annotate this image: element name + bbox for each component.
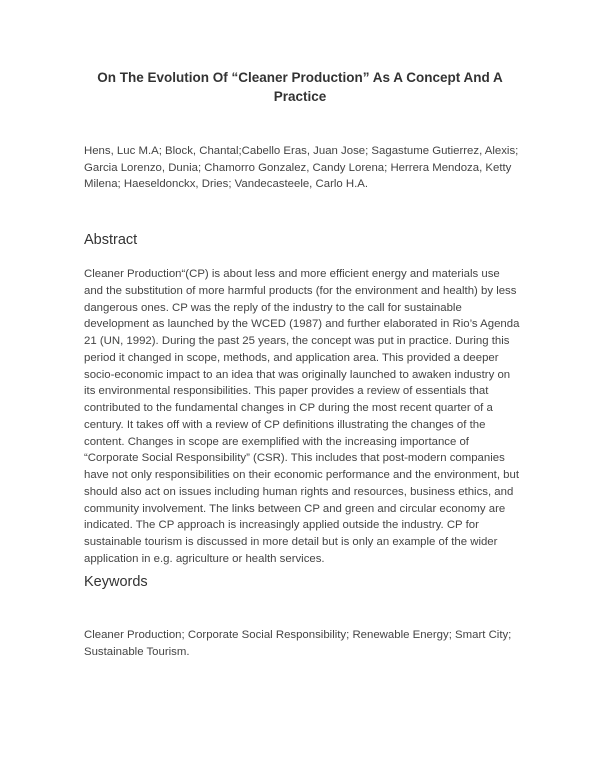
author-list: Hens, Luc M.A; Block, Chantal;Cabello Eras, Juan Jose; Sagastume Gutierrez, Alexis; Garcia Lorenzo, Dunia; Chamorro Gonzalez, Candy Lorena; Herrera Mendoza, Ketty Milena; Haeseldonckx, Dries; Vandecasteele, Carlo H.A.: [84, 145, 519, 191]
keywords-heading: Keywords: [84, 574, 148, 590]
abstract-heading: Abstract: [84, 232, 138, 248]
keywords-text: Cleaner Production; Corporate Social Responsibility; Renewable Energy; Smart City; Sustainable Tourism.: [84, 629, 512, 658]
paper-title: On The Evolution Of “Cleaner Production” As A Concept And A Practice: [97, 70, 503, 104]
abstract-text: Cleaner Production“(CP) is about less and more efficient energy and materials use and the substitution of more harmful products (for the environment and health) by less dangerous ones. CP was the reply of the industry to the call for sustainable development as launched by the WCED (1987) and further elaborated in Rio’s Agenda 21 (UN, 1992). During the past 25 years, the concept was put in practice. During this period it changed in scope, methods, and application area. This provided a deeper socio-economic impact to an idea that was originally launched to awaken industry on its environmental responsibilities. This paper provides a review of essentials that contributed to the fundamental changes in CP during the most recent quarter of a century. It takes off with a review of CP definitions illustrating the changes of the content. Changes in scope are exemplified with the increasing importance of “Corporate Social Responsibility” (CSR). This includes that post-modern companies have not only responsibilities on their economic performance and the environment, but should also act on issues including human rights and resources, business ethics, and community involvement. The links between CP and green and circular economy are indicated. The CP approach is increasingly applied outside the industry. CP for sustainable tourism is discussed in more detail but is only an example of the wider application in e.g. agriculture or health services.: [84, 268, 520, 565]
